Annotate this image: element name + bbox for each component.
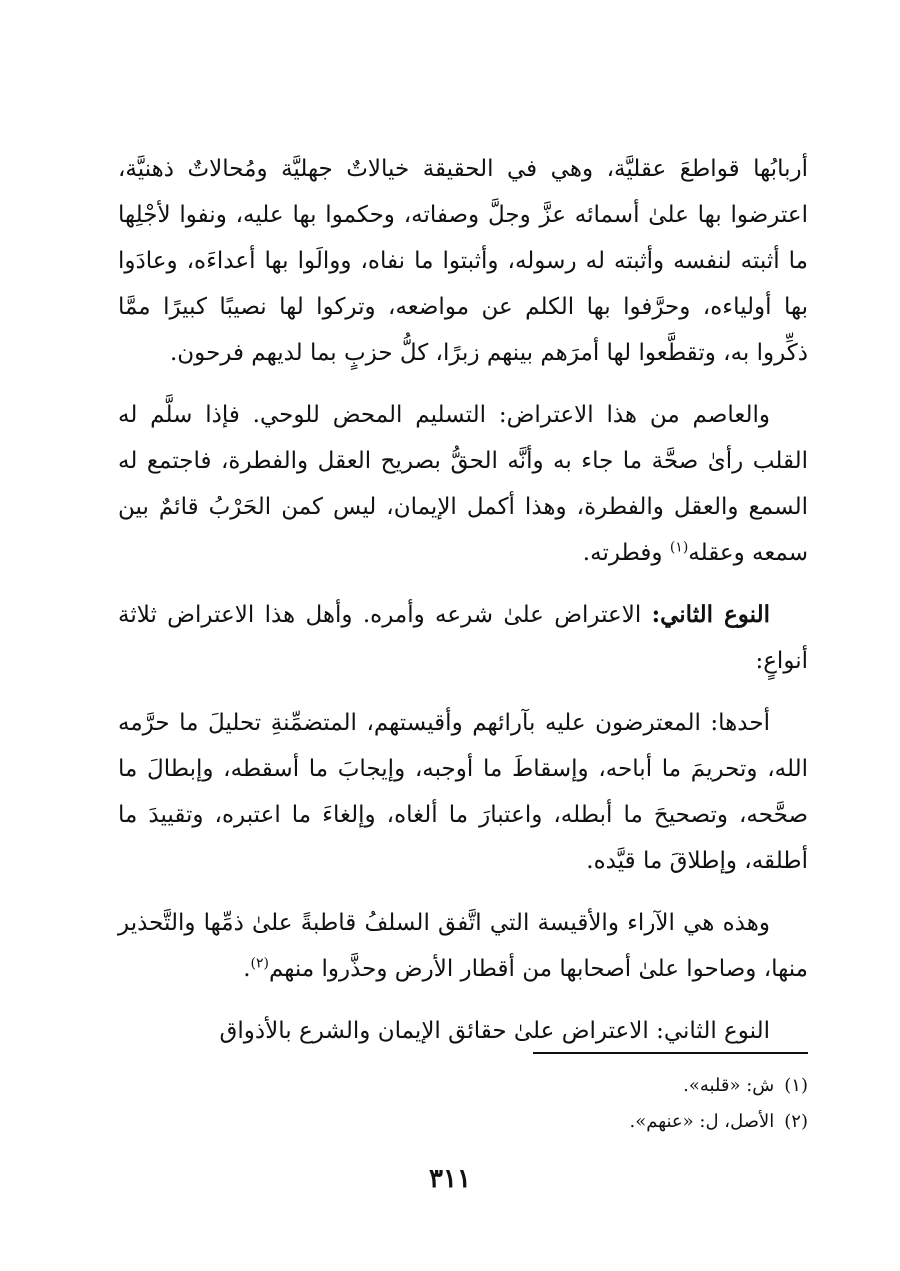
footnote-ref-2[interactable]: (٢) — [250, 955, 269, 972]
paragraph-1-text: أربابُها قواطعَ عقليَّة، وهي في الحقيقة خيالاتٌ جهليَّة ومُحالاتٌ ذهنيَّة، اعترضوا بها علىٰ أسمائه عزَّ وجلَّ وصفاته، وحكموا بها عليه، ونفوا لأجْلِها ما أثبته لنفسه وأثبته له رسوله، وأثبتوا ما نفاه، ووالَوا بها أعداءَه، وعادَوا بها أولياءه، وحرَّفوا بها الكلم عن مواضعه، وتركوا لها نصيبًا كبيرًا ممَّا ذكِّروا به، وتقطَّعوا لها أمرَهم بينهم زبرًا، كلُّ حزبٍ بما لديهم فرحون. — [118, 156, 808, 366]
paragraph-4-text: أحدها: المعترضون عليه بآرائهم وأقيستهم، المتضمِّنةِ تحليلَ ما حرَّمه الله، وتحريمَ ما أباحه، وإسقاطَ ما أوجبه، وإيجابَ ما أسقطه، وإبطالَ ما صحَّحه، وتصحيحَ ما أبطله، واعتبارَ ما ألغاه، وإلغاءَ ما اعتبره، وتقييدَ ما أطلقه، وإطلاقَ ما قيَّده. — [118, 710, 808, 874]
footnote-1-number: (١) — [784, 1075, 808, 1096]
paragraph-6-text: النوع الثاني: الاعتراض علىٰ حقائق الإيمان والشرع بالأذواق — [219, 1018, 770, 1044]
footnote-2-number: (٢) — [784, 1111, 808, 1132]
footnote-separator — [533, 1052, 808, 1054]
paragraph-5-tail: . — [243, 956, 251, 982]
paragraph-3-text: الاعتراض علىٰ شرعه وأمره. وأهل هذا الاعتراض ثلاثة أنواعٍ: — [118, 602, 808, 674]
paragraph-3 — [118, 592, 808, 684]
paragraph-2 — [118, 392, 808, 576]
paragraph-5 — [118, 900, 808, 992]
paragraph-2-text: والعاصم من هذا الاعتراض: التسليم المحض للوحي. فإذا سلَّم له القلب رأىٰ صحَّة ما جاء به وأنَّه الحقُّ بصريح العقل والفطرة، فاجتمع له السمع والعقل والفطرة، وهذا أكمل الإيمان، ليس كمن الحَرْبُ قائمٌ بين سمعه وعقله — [118, 402, 808, 566]
footnote-1 — [208, 1068, 808, 1104]
paragraph-2-tail: وفطرته. — [582, 540, 663, 566]
paragraph-6 — [118, 1008, 808, 1054]
section-heading-second-type: النوع الثاني: — [651, 601, 770, 628]
footnote-ref-1[interactable]: (١) — [669, 539, 689, 556]
footnote-1-text: ش: «قلبه». — [683, 1075, 775, 1096]
main-text — [118, 146, 808, 1070]
footnote-2-text: الأصل، ل: «عنهم». — [629, 1111, 775, 1132]
page-number: ٣١١ — [429, 1164, 471, 1194]
paragraph-4 — [118, 700, 808, 884]
footnotes — [208, 1068, 808, 1140]
paragraph-5-text: وهذه هي الآراء والأقيسة التي اتَّفق السلفُ قاطبةً علىٰ ذمِّها والتَّحذير منها، وصاحوا علىٰ أصحابها من أقطار الأرض وحذَّروا منهم — [118, 910, 808, 982]
paragraph-1 — [118, 146, 808, 376]
footnote-2 — [208, 1104, 808, 1140]
